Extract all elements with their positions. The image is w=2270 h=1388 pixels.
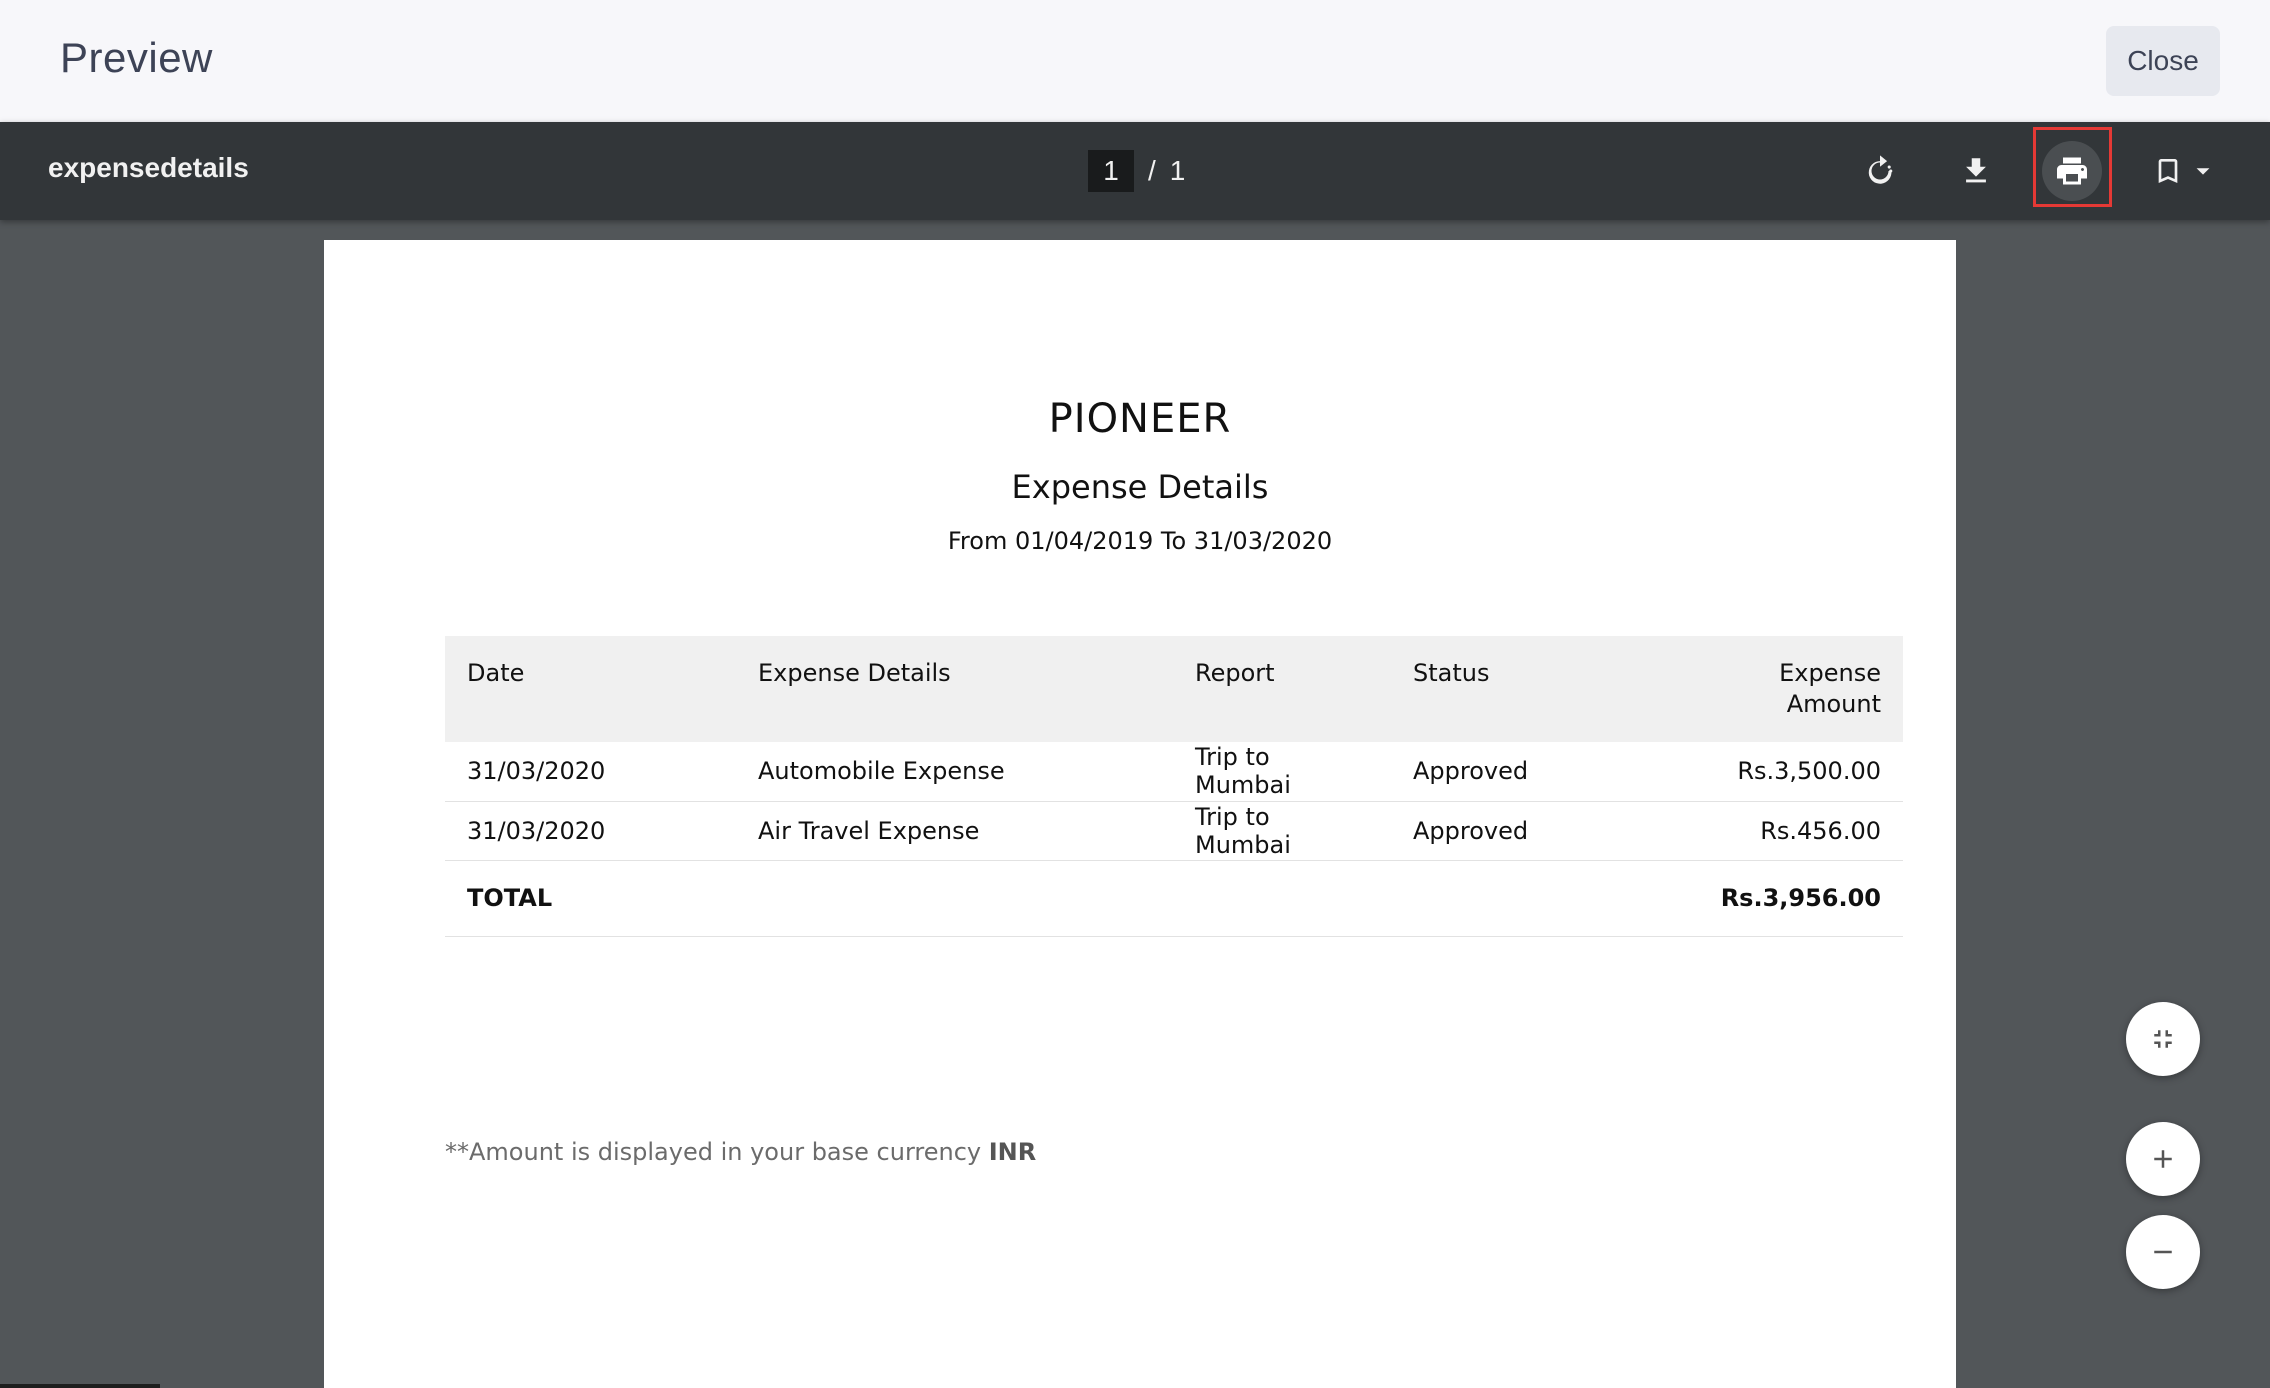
bookmark-icon: [2152, 154, 2184, 188]
bottom-strip: [0, 1384, 160, 1388]
column-header-report: Report: [1173, 636, 1391, 742]
table-row: [445, 742, 1903, 801]
cell-status: Approved: [1391, 801, 1631, 860]
currency-footnote: [445, 1138, 1036, 1166]
total-label: TOTAL: [445, 860, 736, 936]
footnote-text: **Amount is displayed in your base currency: [445, 1138, 989, 1166]
cell-details: Automobile Expense: [736, 742, 1173, 801]
cell-amount: Rs.456.00: [1631, 801, 1903, 860]
cell-report: Trip to Mumbai: [1173, 801, 1391, 860]
amount-header-line1: Expense: [1779, 659, 1881, 687]
cell-details: Air Travel Expense: [736, 801, 1173, 860]
viewer-toolbar: [0, 122, 2270, 220]
cell-date: 31/03/2020: [445, 742, 736, 801]
dropdown-arrow-icon: [2192, 160, 2214, 182]
print-button[interactable]: [2042, 141, 2102, 201]
page-separator: /: [1148, 155, 1156, 186]
total-amount: Rs.3,956.00: [1631, 860, 1903, 936]
amount-header-line2: Amount: [1786, 690, 1881, 718]
document-name: expensedetails: [48, 152, 249, 183]
report-title: Expense Details: [1011, 468, 1269, 506]
expense-table: [445, 636, 1903, 937]
zoom-in-button[interactable]: [2126, 1122, 2200, 1196]
cell-report: Trip to Mumbai: [1173, 742, 1391, 801]
zoom-out-button[interactable]: [2126, 1215, 2200, 1289]
pdf-page: [324, 240, 1956, 1388]
rotate-button[interactable]: [1850, 141, 1910, 201]
download-icon: [1959, 154, 1993, 188]
table-row: [445, 801, 1903, 860]
print-icon: [2054, 153, 2090, 189]
column-header-status: Status: [1391, 636, 1631, 742]
cell-amount: Rs.3,500.00: [1631, 742, 1903, 801]
download-button[interactable]: [1946, 141, 2006, 201]
fit-to-page-icon: [2148, 1024, 2178, 1054]
page-indicator: [1088, 150, 1185, 192]
dialog-title: Preview: [60, 34, 213, 81]
total-row: [445, 860, 1903, 936]
column-header-date: Date: [445, 636, 736, 742]
table-header-row: [445, 636, 1903, 742]
company-name: PIONEER: [1048, 396, 1232, 442]
fit-to-page-button[interactable]: [2126, 1002, 2200, 1076]
date-range: From 01/04/2019 To 31/03/2020: [947, 527, 1333, 555]
cell-date: 31/03/2020: [445, 801, 736, 860]
column-header-amount: [1631, 636, 1903, 742]
zoom-out-icon: [2148, 1237, 2178, 1267]
close-button[interactable]: Close: [2106, 26, 2220, 96]
bookmark-menu-button[interactable]: [2138, 141, 2228, 201]
pdf-viewer: [0, 122, 2270, 1388]
total-pages: 1: [1169, 155, 1186, 186]
page-number-input[interactable]: [1088, 150, 1134, 192]
cell-status: Approved: [1391, 742, 1631, 801]
footnote-currency: INR: [988, 1138, 1037, 1166]
zoom-in-icon: [2148, 1144, 2178, 1174]
preview-header: [0, 0, 2270, 122]
rotate-icon: [1863, 154, 1897, 188]
column-header-details: Expense Details: [736, 636, 1173, 742]
